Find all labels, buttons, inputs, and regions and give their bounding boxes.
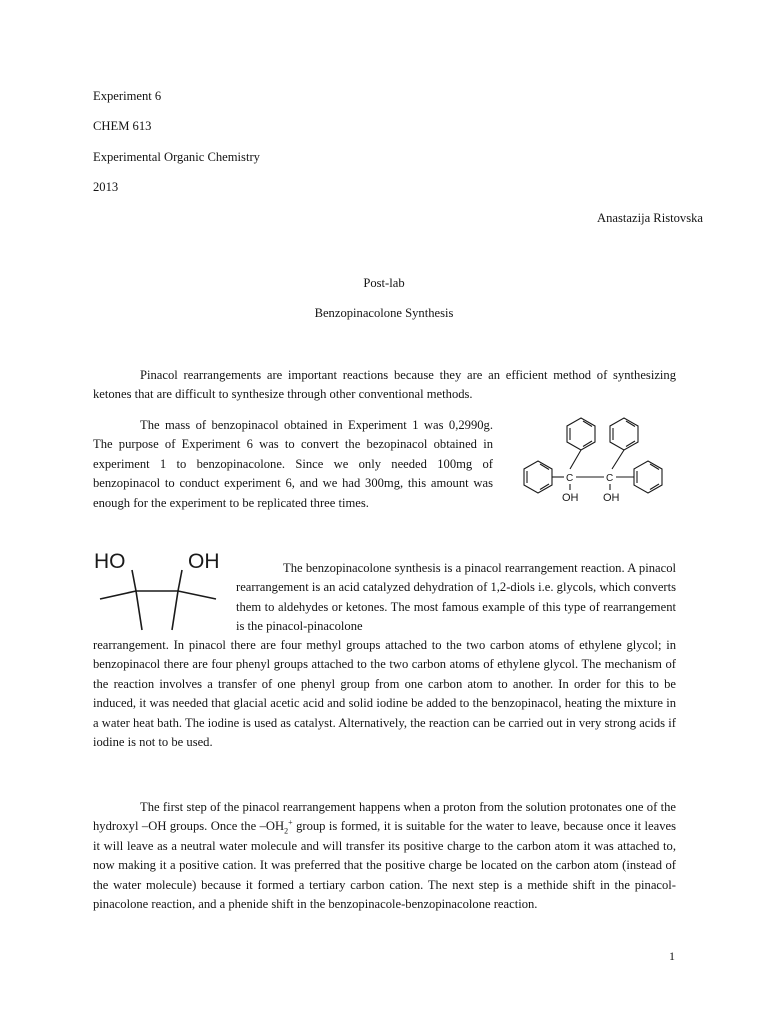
course-title: Experimental Organic Chemistry: [93, 150, 260, 164]
year: 2013: [93, 180, 119, 194]
pinacol-structure: [92, 544, 228, 638]
carbon-label-2: C: [606, 473, 614, 484]
subscript-two: 2: [284, 826, 289, 836]
doc-kind: Post-lab: [363, 276, 405, 290]
paragraph-rearrangement-part2: rearrangement. In pinacol there are four methyl groups attached to the two carbon atoms of ethylene glycol; in benzopinacol there are four phenyl groups attached to the two carbon atoms of ethylene glycol. The mechanism of the reaction involves a transfer of one phenyl group from one carbon atom to another. In order for this to be induced, it was needed that glacial acetic acid and solid iodine be added to the benzopinacol, heating the mixture in a water heat bath. The iodine is used as catalyst. Alternatively, the reaction can be carried out in very strong acids if iodine is not to be used.: [93, 638, 676, 750]
course-code: CHEM 613: [93, 119, 152, 133]
paragraph-mechanism: [93, 798, 676, 914]
pinacol-oh-label: OH: [188, 550, 220, 573]
experiment-number: Experiment 6: [93, 89, 162, 103]
mechanism-text-1: The first step of the pinacol rearrangement happens when a proton from the solution protonates one of the hydroxyl –OH groups. Once the –OH: [93, 800, 676, 834]
paragraph-mass: The mass of benzopinacol obtained in Experiment 1 was 0,2990g. The purpose of Experiment 6 was to convert the bezopinacol obtained in experiment 1 to benzopinacolone. Since we only needed 100mg of benzopinacol to conduct experiment 6, and we had 300mg, this amount was enough for the experiment to be replicated three times.: [93, 418, 493, 510]
hydroxyl-label-2: OH: [603, 492, 620, 504]
page-number: 1: [669, 949, 675, 963]
superscript-plus: +: [288, 818, 293, 828]
carbon-label-1: C: [566, 473, 574, 484]
doc-title: Benzopinacolone Synthesis: [314, 306, 454, 320]
author-name: Anastazija Ristovska: [597, 211, 703, 225]
paragraph-intro: Pinacol rearrangements are important reactions because they are an efficient method of synthesizing ketones that are difficult to synthesize through other conventional methods.: [93, 368, 676, 402]
mechanism-text-2: group is formed, it is suitable for the water to leave, because once it leaves it will leave as a neutral water molecule and will transfer its positive charge to the carbon atom it was attached to, now making it a positive cation. It was preferred that the positive charge be located on the carbon atom (instead of the water molecule) because it formed a tertiary carbon cation. The next step is a methide shift in the pinacol-pinacolone reaction, and a phenide shift in the benzopinacole-benzopinacolone reaction.: [93, 819, 676, 912]
paragraph-rearrangement-part1: The benzopinacolone synthesis is a pinacol rearrangement reaction. A pinacol rearrangement is an acid catalyzed dehydration of 1,2-diols i.e. glycols, which converts them to aldehydes or ketones. The most famous example of this type of rearrangement is the pinacol-pinacolone: [236, 561, 676, 634]
hydroxyl-label-1: OH: [562, 492, 579, 504]
pinacol-ho-label: HO: [94, 550, 126, 573]
benzopinacol-structure: [500, 412, 680, 512]
